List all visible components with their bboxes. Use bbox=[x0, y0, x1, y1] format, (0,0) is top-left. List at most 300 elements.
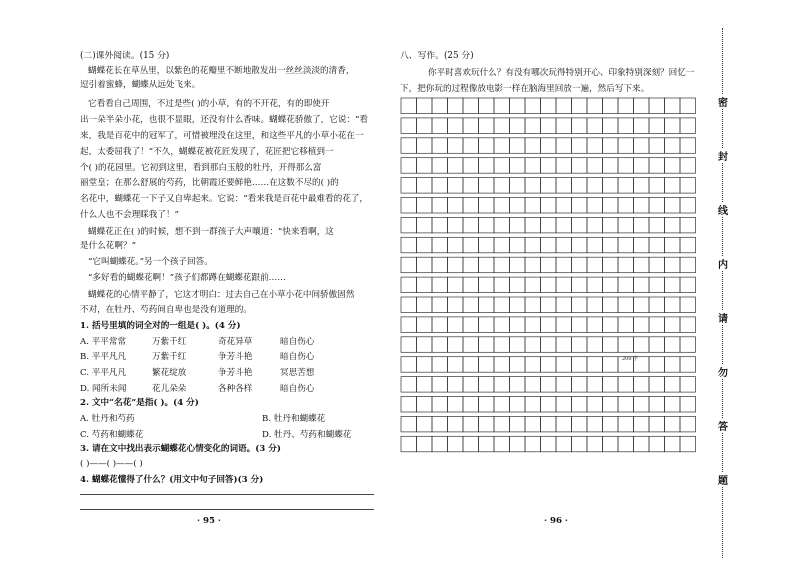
grid-cell[interactable] bbox=[634, 317, 650, 333]
grid-cell[interactable] bbox=[525, 198, 541, 214]
grid-cell[interactable] bbox=[448, 118, 464, 133]
grid-cell[interactable] bbox=[401, 138, 417, 154]
grid-cell[interactable] bbox=[463, 217, 479, 233]
grid-cell[interactable] bbox=[510, 178, 526, 194]
grid-cell[interactable] bbox=[494, 397, 510, 413]
grid-cell[interactable] bbox=[541, 416, 557, 432]
grid-cell[interactable] bbox=[587, 98, 603, 114]
grid-cell[interactable] bbox=[494, 377, 510, 393]
grid-cell[interactable] bbox=[587, 377, 603, 393]
grid-cell[interactable] bbox=[541, 297, 557, 313]
grid-cell[interactable] bbox=[479, 257, 495, 273]
grid-cell[interactable] bbox=[401, 217, 417, 233]
grid-cell[interactable] bbox=[665, 317, 681, 333]
grid-cell[interactable] bbox=[618, 98, 634, 114]
grid-cell[interactable] bbox=[463, 198, 479, 214]
grid-cell[interactable] bbox=[618, 397, 634, 413]
grid-cell[interactable] bbox=[680, 337, 696, 353]
grid-cell[interactable] bbox=[572, 118, 588, 133]
grid-cell[interactable] bbox=[618, 297, 634, 313]
grid-cell[interactable] bbox=[649, 416, 665, 432]
grid-cell[interactable] bbox=[417, 98, 433, 114]
grid-cell[interactable] bbox=[432, 138, 448, 154]
grid-cell[interactable] bbox=[432, 357, 448, 373]
grid-cell[interactable] bbox=[572, 297, 588, 313]
grid-cell[interactable] bbox=[572, 158, 588, 174]
grid-cell[interactable] bbox=[618, 436, 634, 452]
grid-cell[interactable] bbox=[634, 337, 650, 353]
grid-cell[interactable] bbox=[432, 118, 448, 133]
grid-cell[interactable] bbox=[572, 277, 588, 293]
grid-cell[interactable] bbox=[525, 377, 541, 393]
grid-cell[interactable] bbox=[572, 138, 588, 154]
grid-cell[interactable] bbox=[525, 257, 541, 273]
grid-cell[interactable] bbox=[510, 217, 526, 233]
grid-cell[interactable] bbox=[649, 297, 665, 313]
grid-cell[interactable] bbox=[618, 217, 634, 233]
grid-cell[interactable] bbox=[448, 277, 464, 293]
grid-cell[interactable] bbox=[510, 317, 526, 333]
grid-cell[interactable] bbox=[401, 297, 417, 313]
grid-cell[interactable] bbox=[479, 198, 495, 214]
grid-cell[interactable] bbox=[665, 178, 681, 194]
grid-cell[interactable] bbox=[587, 337, 603, 353]
grid-cell[interactable] bbox=[448, 377, 464, 393]
grid-cell[interactable] bbox=[587, 257, 603, 273]
grid-cell[interactable] bbox=[634, 436, 650, 452]
grid-cell[interactable] bbox=[665, 198, 681, 214]
grid-cell[interactable] bbox=[680, 118, 696, 133]
grid-cell[interactable] bbox=[479, 297, 495, 313]
grid-cell[interactable] bbox=[665, 297, 681, 313]
grid-cell[interactable] bbox=[448, 257, 464, 273]
q1-option-b[interactable]: B. 平平凡凡 bbox=[80, 352, 127, 362]
grid-cell[interactable] bbox=[494, 98, 510, 114]
grid-cell[interactable] bbox=[479, 178, 495, 194]
grid-cell[interactable] bbox=[432, 337, 448, 353]
grid-cell[interactable] bbox=[587, 237, 603, 253]
grid-cell[interactable] bbox=[649, 198, 665, 214]
grid-cell[interactable] bbox=[541, 178, 557, 194]
grid-cell[interactable] bbox=[494, 237, 510, 253]
grid-cell[interactable] bbox=[432, 178, 448, 194]
grid-cell[interactable] bbox=[587, 178, 603, 194]
grid-cell[interactable] bbox=[448, 217, 464, 233]
grid-cell[interactable] bbox=[649, 178, 665, 194]
question-3-blanks[interactable]: ( )——( )——( ) bbox=[80, 459, 143, 469]
grid-cell[interactable] bbox=[556, 277, 572, 293]
grid-cell[interactable] bbox=[556, 98, 572, 114]
grid-cell[interactable] bbox=[463, 317, 479, 333]
grid-cell[interactable] bbox=[541, 198, 557, 214]
grid-cell[interactable] bbox=[603, 397, 619, 413]
grid-cell[interactable] bbox=[572, 317, 588, 333]
grid-cell[interactable] bbox=[634, 178, 650, 194]
grid-cell[interactable] bbox=[634, 98, 650, 114]
grid-cell[interactable] bbox=[525, 237, 541, 253]
grid-cell[interactable] bbox=[649, 158, 665, 174]
grid-cell[interactable] bbox=[665, 118, 681, 133]
grid-cell[interactable] bbox=[432, 158, 448, 174]
grid-cell[interactable] bbox=[401, 158, 417, 174]
grid-cell[interactable] bbox=[680, 178, 696, 194]
grid-cell[interactable] bbox=[463, 297, 479, 313]
grid-cell[interactable] bbox=[649, 337, 665, 353]
grid-cell[interactable] bbox=[494, 317, 510, 333]
grid-cell[interactable] bbox=[556, 297, 572, 313]
grid-cell[interactable] bbox=[572, 198, 588, 214]
grid-cell[interactable] bbox=[649, 277, 665, 293]
grid-cell[interactable] bbox=[634, 217, 650, 233]
grid-cell[interactable] bbox=[417, 377, 433, 393]
grid-cell[interactable] bbox=[494, 257, 510, 273]
grid-cell[interactable] bbox=[510, 337, 526, 353]
grid-cell[interactable] bbox=[479, 118, 495, 133]
grid-cell[interactable] bbox=[541, 138, 557, 154]
grid-cell[interactable] bbox=[525, 297, 541, 313]
grid-cell[interactable] bbox=[494, 217, 510, 233]
q2-option-c[interactable]: C. 芍药和蝴蝶花 bbox=[80, 430, 144, 440]
grid-cell[interactable] bbox=[401, 317, 417, 333]
grid-cell[interactable] bbox=[541, 337, 557, 353]
grid-cell[interactable] bbox=[541, 158, 557, 174]
grid-cell[interactable] bbox=[417, 138, 433, 154]
grid-cell[interactable] bbox=[541, 377, 557, 393]
grid-cell[interactable] bbox=[417, 257, 433, 273]
grid-cell[interactable] bbox=[665, 277, 681, 293]
grid-cell[interactable] bbox=[603, 277, 619, 293]
grid-cell[interactable] bbox=[432, 397, 448, 413]
grid-cell[interactable] bbox=[649, 357, 665, 373]
grid-cell[interactable] bbox=[494, 158, 510, 174]
grid-cell[interactable] bbox=[665, 357, 681, 373]
grid-cell[interactable] bbox=[556, 416, 572, 432]
grid-cell[interactable] bbox=[603, 416, 619, 432]
grid-cell[interactable] bbox=[417, 357, 433, 373]
q1-option-a[interactable]: A. 平平常常 bbox=[80, 337, 127, 347]
grid-cell[interactable] bbox=[448, 436, 464, 452]
grid-cell[interactable] bbox=[680, 217, 696, 233]
grid-cell[interactable] bbox=[541, 436, 557, 452]
grid-cell[interactable] bbox=[479, 138, 495, 154]
grid-cell[interactable] bbox=[479, 158, 495, 174]
grid-cell[interactable] bbox=[603, 377, 619, 393]
grid-cell[interactable] bbox=[432, 377, 448, 393]
grid-cell[interactable] bbox=[680, 397, 696, 413]
grid-cell[interactable] bbox=[510, 397, 526, 413]
grid-cell[interactable] bbox=[572, 98, 588, 114]
grid-cell[interactable] bbox=[680, 138, 696, 154]
grid-cell[interactable] bbox=[494, 337, 510, 353]
grid-cell[interactable] bbox=[510, 118, 526, 133]
grid-cell[interactable] bbox=[417, 178, 433, 194]
grid-cell[interactable] bbox=[649, 138, 665, 154]
grid-cell[interactable] bbox=[649, 436, 665, 452]
grid-cell[interactable] bbox=[649, 257, 665, 273]
grid-cell[interactable] bbox=[494, 436, 510, 452]
grid-cell[interactable] bbox=[463, 98, 479, 114]
grid-cell[interactable] bbox=[556, 178, 572, 194]
grid-cell[interactable] bbox=[463, 257, 479, 273]
grid-cell[interactable] bbox=[572, 337, 588, 353]
grid-cell[interactable] bbox=[680, 297, 696, 313]
grid-cell[interactable] bbox=[649, 317, 665, 333]
grid-cell[interactable] bbox=[634, 158, 650, 174]
grid-cell[interactable] bbox=[432, 237, 448, 253]
grid-cell[interactable] bbox=[587, 277, 603, 293]
grid-cell[interactable] bbox=[448, 158, 464, 174]
grid-cell[interactable] bbox=[432, 198, 448, 214]
grid-cell[interactable] bbox=[463, 337, 479, 353]
grid-cell[interactable] bbox=[680, 416, 696, 432]
grid-cell[interactable] bbox=[510, 198, 526, 214]
grid-cell[interactable] bbox=[618, 317, 634, 333]
grid-cell[interactable] bbox=[587, 118, 603, 133]
grid-cell[interactable] bbox=[649, 397, 665, 413]
grid-cell[interactable] bbox=[401, 237, 417, 253]
grid-cell[interactable] bbox=[432, 297, 448, 313]
grid-cell[interactable] bbox=[448, 98, 464, 114]
grid-cell[interactable] bbox=[556, 118, 572, 133]
grid-cell[interactable] bbox=[463, 377, 479, 393]
grid-cell[interactable] bbox=[665, 98, 681, 114]
grid-cell[interactable] bbox=[479, 357, 495, 373]
grid-cell[interactable] bbox=[618, 416, 634, 432]
grid-cell[interactable] bbox=[525, 337, 541, 353]
grid-cell[interactable] bbox=[618, 377, 634, 393]
grid-cell[interactable] bbox=[417, 337, 433, 353]
grid-cell[interactable] bbox=[525, 277, 541, 293]
grid-cell[interactable] bbox=[572, 217, 588, 233]
grid-cell[interactable] bbox=[572, 237, 588, 253]
grid-cell[interactable] bbox=[556, 377, 572, 393]
grid-cell[interactable] bbox=[665, 158, 681, 174]
grid-cell[interactable] bbox=[603, 178, 619, 194]
grid-cell[interactable] bbox=[479, 436, 495, 452]
grid-cell[interactable] bbox=[494, 416, 510, 432]
grid-cell[interactable] bbox=[479, 377, 495, 393]
grid-cell[interactable] bbox=[432, 277, 448, 293]
grid-cell[interactable] bbox=[587, 217, 603, 233]
grid-cell[interactable] bbox=[541, 217, 557, 233]
grid-cell[interactable] bbox=[401, 198, 417, 214]
grid-cell[interactable] bbox=[572, 357, 588, 373]
grid-cell[interactable] bbox=[510, 158, 526, 174]
grid-cell[interactable] bbox=[541, 357, 557, 373]
grid-cell[interactable] bbox=[510, 237, 526, 253]
grid-cell[interactable] bbox=[417, 118, 433, 133]
grid-cell[interactable] bbox=[432, 436, 448, 452]
grid-cell[interactable] bbox=[448, 138, 464, 154]
grid-cell[interactable] bbox=[603, 436, 619, 452]
grid-cell[interactable] bbox=[556, 357, 572, 373]
grid-cell[interactable] bbox=[634, 118, 650, 133]
grid-cell[interactable] bbox=[618, 198, 634, 214]
grid-cell[interactable] bbox=[432, 317, 448, 333]
grid-cell[interactable] bbox=[479, 277, 495, 293]
grid-cell[interactable] bbox=[432, 416, 448, 432]
grid-cell[interactable] bbox=[665, 237, 681, 253]
grid-cell[interactable] bbox=[603, 98, 619, 114]
grid-cell[interactable] bbox=[525, 158, 541, 174]
grid-cell[interactable] bbox=[448, 317, 464, 333]
grid-cell[interactable] bbox=[618, 257, 634, 273]
grid-cell[interactable] bbox=[603, 317, 619, 333]
grid-cell[interactable] bbox=[680, 377, 696, 393]
grid-cell[interactable] bbox=[417, 436, 433, 452]
grid-cell[interactable] bbox=[556, 217, 572, 233]
grid-cell[interactable] bbox=[494, 198, 510, 214]
grid-cell[interactable] bbox=[479, 317, 495, 333]
grid-cell[interactable] bbox=[417, 237, 433, 253]
grid-cell[interactable] bbox=[556, 257, 572, 273]
grid-cell[interactable] bbox=[510, 98, 526, 114]
grid-cell[interactable] bbox=[603, 337, 619, 353]
grid-cell[interactable] bbox=[680, 317, 696, 333]
grid-cell[interactable] bbox=[525, 317, 541, 333]
grid-cell[interactable] bbox=[618, 118, 634, 133]
grid-cell[interactable] bbox=[556, 337, 572, 353]
grid-cell[interactable] bbox=[525, 178, 541, 194]
grid-cell[interactable] bbox=[680, 357, 696, 373]
grid-cell[interactable] bbox=[556, 198, 572, 214]
grid-cell[interactable] bbox=[603, 158, 619, 174]
grid-cell[interactable] bbox=[525, 217, 541, 233]
grid-cell[interactable] bbox=[417, 217, 433, 233]
grid-cell[interactable] bbox=[479, 98, 495, 114]
grid-cell[interactable] bbox=[634, 377, 650, 393]
grid-cell[interactable] bbox=[556, 158, 572, 174]
grid-cell[interactable] bbox=[665, 377, 681, 393]
grid-cell[interactable] bbox=[401, 416, 417, 432]
grid-cell[interactable] bbox=[587, 198, 603, 214]
grid-cell[interactable] bbox=[634, 416, 650, 432]
grid-cell[interactable] bbox=[510, 436, 526, 452]
grid-cell[interactable] bbox=[572, 436, 588, 452]
grid-cell[interactable] bbox=[634, 277, 650, 293]
grid-cell[interactable] bbox=[448, 357, 464, 373]
grid-cell[interactable] bbox=[417, 297, 433, 313]
grid-cell[interactable] bbox=[448, 297, 464, 313]
q1-option-d[interactable]: D. 闻所未闻 bbox=[80, 384, 127, 394]
grid-cell[interactable] bbox=[680, 277, 696, 293]
grid-cell[interactable] bbox=[494, 138, 510, 154]
grid-cell[interactable] bbox=[479, 416, 495, 432]
grid-cell[interactable] bbox=[680, 237, 696, 253]
grid-cell[interactable] bbox=[618, 178, 634, 194]
grid-cell[interactable] bbox=[510, 357, 526, 373]
grid-cell[interactable] bbox=[417, 158, 433, 174]
grid-cell[interactable] bbox=[680, 198, 696, 214]
grid-cell[interactable] bbox=[417, 397, 433, 413]
grid-cell[interactable] bbox=[479, 237, 495, 253]
grid-cell[interactable] bbox=[494, 118, 510, 133]
grid-cell[interactable] bbox=[634, 237, 650, 253]
grid-cell[interactable] bbox=[494, 277, 510, 293]
grid-cell[interactable] bbox=[463, 357, 479, 373]
q2-option-d[interactable]: D. 牡丹、芍药和蝴蝶花 bbox=[262, 430, 352, 440]
grid-cell[interactable] bbox=[587, 317, 603, 333]
grid-cell[interactable] bbox=[463, 397, 479, 413]
grid-cell[interactable] bbox=[587, 416, 603, 432]
grid-cell[interactable] bbox=[665, 217, 681, 233]
grid-cell[interactable] bbox=[510, 416, 526, 432]
grid-cell[interactable] bbox=[510, 297, 526, 313]
grid-cell[interactable] bbox=[603, 297, 619, 313]
grid-cell[interactable] bbox=[525, 416, 541, 432]
grid-cell[interactable] bbox=[603, 138, 619, 154]
grid-cell[interactable] bbox=[448, 337, 464, 353]
grid-cell[interactable] bbox=[401, 277, 417, 293]
grid-cell[interactable] bbox=[572, 178, 588, 194]
grid-cell[interactable] bbox=[649, 118, 665, 133]
grid-cell[interactable] bbox=[665, 138, 681, 154]
answer-line[interactable] bbox=[80, 494, 374, 495]
grid-cell[interactable] bbox=[463, 277, 479, 293]
grid-cell[interactable] bbox=[463, 138, 479, 154]
grid-cell[interactable] bbox=[603, 257, 619, 273]
grid-cell[interactable] bbox=[618, 158, 634, 174]
grid-cell[interactable] bbox=[401, 357, 417, 373]
grid-cell[interactable] bbox=[572, 416, 588, 432]
grid-cell[interactable] bbox=[525, 98, 541, 114]
grid-cell[interactable] bbox=[525, 138, 541, 154]
q2-option-b[interactable]: B. 牡丹和蝴蝶花 bbox=[262, 414, 326, 424]
grid-cell[interactable] bbox=[494, 357, 510, 373]
grid-cell[interactable] bbox=[680, 98, 696, 114]
grid-cell[interactable] bbox=[587, 357, 603, 373]
grid-cell[interactable] bbox=[603, 118, 619, 133]
grid-cell[interactable] bbox=[525, 397, 541, 413]
grid-cell[interactable] bbox=[401, 397, 417, 413]
grid-cell[interactable] bbox=[401, 377, 417, 393]
grid-cell[interactable] bbox=[665, 337, 681, 353]
grid-cell[interactable] bbox=[510, 377, 526, 393]
grid-cell[interactable] bbox=[401, 337, 417, 353]
grid-cell[interactable] bbox=[432, 98, 448, 114]
grid-cell[interactable] bbox=[649, 217, 665, 233]
grid-cell[interactable] bbox=[587, 397, 603, 413]
grid-cell[interactable] bbox=[618, 237, 634, 253]
grid-cell[interactable] bbox=[401, 118, 417, 133]
grid-cell[interactable] bbox=[494, 297, 510, 313]
grid-cell[interactable] bbox=[665, 436, 681, 452]
grid-cell[interactable] bbox=[479, 337, 495, 353]
grid-cell[interactable] bbox=[541, 277, 557, 293]
grid-cell[interactable] bbox=[448, 237, 464, 253]
grid-cell[interactable] bbox=[463, 178, 479, 194]
grid-cell[interactable] bbox=[417, 198, 433, 214]
grid-cell[interactable] bbox=[525, 357, 541, 373]
grid-cell[interactable] bbox=[649, 98, 665, 114]
grid-cell[interactable] bbox=[587, 158, 603, 174]
answer-line[interactable] bbox=[80, 509, 374, 510]
grid-cell[interactable] bbox=[603, 217, 619, 233]
grid-cell[interactable] bbox=[603, 198, 619, 214]
grid-cell[interactable] bbox=[618, 277, 634, 293]
grid-cell[interactable] bbox=[618, 337, 634, 353]
grid-cell[interactable] bbox=[479, 397, 495, 413]
grid-cell[interactable] bbox=[510, 257, 526, 273]
grid-cell[interactable] bbox=[432, 257, 448, 273]
grid-cell[interactable] bbox=[448, 178, 464, 194]
grid-cell[interactable] bbox=[665, 397, 681, 413]
grid-cell[interactable] bbox=[680, 257, 696, 273]
grid-cell[interactable] bbox=[417, 317, 433, 333]
grid-cell[interactable] bbox=[634, 397, 650, 413]
grid-cell[interactable] bbox=[463, 118, 479, 133]
grid-cell[interactable] bbox=[634, 257, 650, 273]
